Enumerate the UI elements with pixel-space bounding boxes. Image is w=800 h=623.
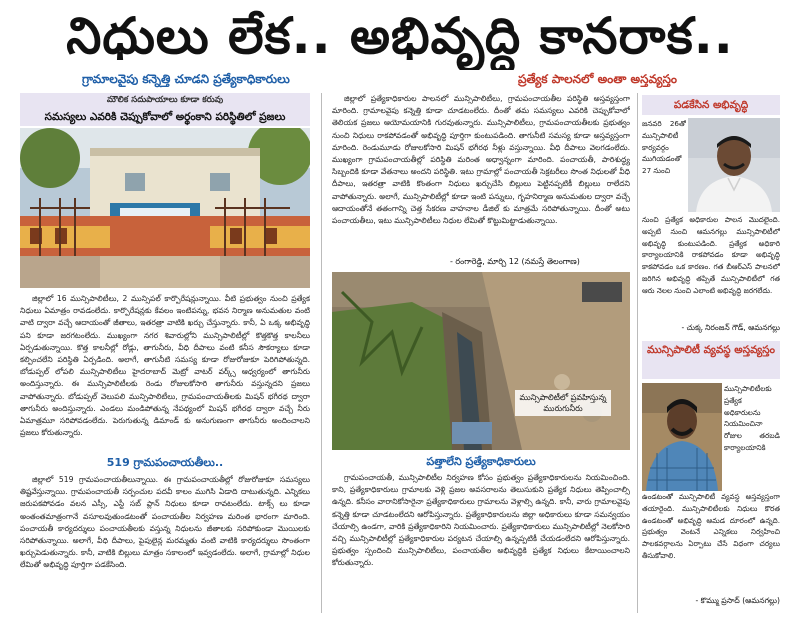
paragraph: జిల్లాలో ప్రత్యేకాధికారుల పాలనలో మున్సిపాలిటీలు, గ్రామపంచాయతీల పరిస్థితి అస్తవ్యస్తంగా మారింది. గ్రామాలవైపు కన్నెత్తి కూడా చూడటంలేదు. దీంతో తమ సమస్యలు ఎవరికి చెప్పుకోవాలో తెలియక ప్రజలు ఆయోమయానికి గురవుతున్నారు. మున్సిపాలిటీలు, గ్రామపంచాయతీలకు ప్రభుత్వం నుంచి నిధులు రాకపోవడంతో అభివృద్ధి పూర్తిగా కుంటుపడింది. తాగునీటి సమస్య కూడా అస్తవ్యస్తంగా మారింది. రెండుమూడు రోజులకోసారి మిషన్ భగీరథ నీళ్లు వస్తున్నాయి. వీధి దీపాలు వెలగడంలేదు. ముఖ్యంగా గ్రామపంచాయతీల్లో పరిస్థితి మరింత అధ్వాన్నంగా మారింది. పంచాయతీ, పారిశుద్ధ్య సిబ్బందికి కూడా వేతనాలు అందని పరిస్థితి. ఇటు గ్రామాల్లో పంచాయతీ సెక్రటరీలు సొంత నిధులతో వీధి దీపాలు, ఇతరత్రా వాటికి కొంతంగా నిధులు ఖర్చుచేసి బిల్లులు పెట్టినప్పటికీ బిల్లులు రాలేదని వాపోతున్నారు. అలాగే, మున్సిపాలిటీల్లో కూడా ఇంటి పన్నులు, గృహనిర్మాణ అనుమతుల ద్వారా వచ్చే ఆదాయంతోనే తతంగాన్ని చెత్త సేకరణ వాహనాల డీజిల్ కు మాత్రమే సరిపోతున్నాయి. దీంతో అటు పంచాయతీలు, ఇటు మున్సిపాలిటీలు నిధుల లేమితో కొట్టుమిట్టాడుతున్నాయి. [332, 94, 630, 226]
paragraph: జిల్లాలో 16 మున్సిపాలిటీలు, 2 మున్సిపల్ కార్పొరేషన్లున్నాయి. వీటి ప్రభుత్వం నుంచి ప్రత్యేక నిధులు ఏమాత్రం రావడంలేదు. కార్పొరేషన్లకు కేవలం ఇంటిపన్ను, భవన నిర్మాణ అనుమతుల వంటి వాటి ద్వారా వచ్చే ఆదాయంతో జీతాలు, ఇతరత్రా వాటికి ఖర్చు చేస్తున్నారు. కానీ, ఏ ఒక్క అభివృద్ధి పని కూడా జరగటంలేదు. ముఖ్యంగా నగర శివారుల్లోని మున్సిపాలిటీల్లో కొత్తకొత్త కాలనీలు ఏర్పడుతున్నాయి. కొత్త కాలనీల్లో రోడ్లు, తాగునీరు, వీధి దీపాలు వంటి కనీస సౌకర్యాలు కూడా కల్పించలేని పరిస్థితి ఏర్పడింది. అలాగే, తాగునీటి సమస్య కూడా రోజురోజుకూ పెరిగిపోతున్నది. బోడుప్పల్ లోపలి మున్సిపాలిటీలు హైదరాబాద్ మెట్రో వాటర్ వర్క్స్ ఆధ్వర్యంలో తాగునీరు అందిస్తున్నారు. ఈ మున్సిపాలిటీలకు రెండు రోజులకోసారి తాగునీరు వస్తున్నదని ప్రజలు వాపోతున్నారు. బోడుప్పల్ వెలుపలి మున్సిపాలిటీలు, గ్రామపంచాయతీలకు మిషన్ భగీరథ ద్వారా తాగునీరు అందిస్తున్నారు. ఎండలు మండిపోతున్న నేపథ్యంలో మిషన్ భగీరథ ద్వారా వచ్చే నీరు ఏమాత్రమూ సరిపోవడంలేదు. పెరుగుతున్న డిమాండ్ కు అనుగుణంగా తాగునీరు అందించాలని ప్రజలు కోరుతున్నారు. [20, 294, 310, 438]
article-body-left-2 [20, 474, 310, 609]
headline: నిధులు లేక.. అభివృద్ధి కానరాక.. [66, 7, 734, 65]
sidebar-2-byline: - కొమ్ము ప్రసాద్ (ఆమనగల్లు) [695, 596, 780, 605]
person-photo-1 [688, 118, 780, 212]
sidebar-2-heading: మున్సిపాలిటీ వ్యవస్థ అస్తవ్యస్తం [642, 341, 780, 379]
subhead-special-officers: పత్తాలేని ప్రత్యేకాధికారులు [426, 455, 536, 468]
column-divider [637, 93, 638, 613]
dateline: - రంగారెడ్డి, మార్చి 12 (నమస్తే తెలంగాణ) [450, 257, 580, 266]
kicker-main: సమస్యలు ఎవరికి చెప్పుకోవాలో అర్థంకాని పరిస్థితిలో ప్రజలు [20, 108, 310, 126]
person-photo-2 [642, 383, 722, 491]
paragraph: గ్రామపంచాయతీ, మున్సిపాలిటీల నిర్వహణ కోసం ప్రభుత్వం ప్రత్యేకాధికారులను నియమించింది. కాని, ప్రత్యేకాధికారులు గ్రామాలకు వెళ్లి ప్రజల అవసరాలను తెలుసుకుని ప్రత్యేక నిధులు తెప్పించాల్సి ఉన్నది. కనీసం వారానికోసారైనా ప్రత్యేకాధికారులు గ్రామాలను వెళ్లాల్సి ఉన్నది. కానీ, వారు గ్రామాలవైపు కన్నెత్తి కూడా చూడటంలేదని ఆరోపిస్తున్నారు. ప్రత్యేకాధికారులను జిల్లా అధికారులు కూడా సమన్వయం చేయాల్సి ఉండగా, వారికి ప్రత్యేకాధికారిని నియమించారు. ప్రత్యేకాధికారులు మున్సిపాలిటీల్లో నెలకోసారి వచ్చి మున్సిపాలిటీల్లో ప్రత్యేకాధికారుల పర్యటన చేయాల్సి ఉన్నప్పటికీ చేయడంలేదని ఆరోపిస్తున్నారు. ప్రభుత్వం స్పందించి మున్సిపాలిటీలు, పంచాయతీల అభివృద్ధికి ప్రత్యేక నిధులు కేటాయించాలని కోరుతున్నారు. [332, 473, 630, 568]
sidebar-2-text-a: మున్సిపాలిటీలకు ప్రత్యేక అధికారులను నియమించినా రోజుల తరబడి కార్యాలయానికి [724, 384, 780, 452]
kicker-top: మౌలిక సదుపాయాలు కూడా కరువు [20, 93, 310, 108]
sidebar-1-text-a: జనవరి 26తో మున్సిపాలిటీ కార్యవర్గం ముగియడంతో 27 నుంచి [642, 119, 686, 176]
sidebar-1-heading: పడకేసిన అభివృద్ధి [642, 95, 780, 115]
article-body-mid-1 [332, 93, 630, 261]
school-building-photo [20, 128, 310, 288]
sidebar-1-byline: - చుక్క నిరంజన్ గౌడ్, ఆమనగల్లు [681, 323, 780, 332]
subhead-gram-panchayats: 519 గ్రామపంచాయతీలు.. [106, 456, 224, 469]
article-body-left-1 [20, 293, 310, 450]
subhead-left: గ్రామాలవైపు కన్నెత్తి చూడని ప్రత్యేకాధికారులు [82, 72, 290, 86]
photo-caption: మున్సిపాలిటీలో ప్రవహిస్తున్న మురుగునీరు [515, 390, 611, 416]
paragraph: జిల్లాలో 519 గ్రామపంచాయతీలున్నాయి. ఈ గ్రామపంచాయతీల్లో రోజురోజుకూ సమస్యలు తిష్టవేస్తున్నాయి. గ్రామపంచాయతీ సర్పంచుల పదవీ కాలం ముగిసి ఏడాది దాటుతున్నది. ఎన్నికలు జరుపకపోవడం వలన ఎస్సీ, ఎస్టీ సబ్ ప్లాన్ నిధులు కూడా రావటంలేదు. టాక్స్ లు కూడా అంతంతమాత్రంగానే వసూలవుతుండటంతో పంచాయతీల నిర్వహణ మరింత భారంగా మారింది. పంచాయతీ కార్యదర్శులు పంచాయతీలకు వస్తున్న నిధులను జీతాలకు సరిపోకుండా మొయిలకు సరిపోతున్నాయి. అలాగే, వీధి దీపాలు, పైపులైన్ల మరమ్మతు వంటి వాటికి కార్యదర్శులు సొంతంగా ఖర్చుపెడుతున్నారు. కానీ, వాటికి బిల్లులు మాత్రం సకాలంలో ఇవ్వడంలేదు. అలాగే, గ్రామాల్లో నిధుల లేమితో అభివృద్ధి పూర్తిగా పడకేసింది. [20, 475, 310, 570]
article-body-mid-2 [332, 472, 630, 610]
sewage-drain-photo [332, 272, 630, 450]
sidebar-2-text-b: ఉండటంతో మున్సిపాలిటీ వ్యవస్థ అస్తవ్యస్తంగా తయారైంది. మున్సిపాలిటీలకు నిధులు కొరత ఉండటంతో అభివృద్ధి ఆమడ దూరంలో ఉన్నది. ప్రభుత్వం వెంటనే ఎన్నికలు నిర్వహించి పాలకవర్గాలను ఏర్పాటు చేసే విధంగా చర్యలు తీసుకోవాలి. [642, 492, 780, 560]
column-divider [321, 93, 322, 613]
subhead-right: ప్రత్యేక పాలనలో అంతా అస్తవ్యస్తం [518, 72, 677, 86]
sidebar-1-text-b: నుంచి ప్రత్యేక అధికారుల పాలన మొదలైంది. అప్పటి నుంచి ఆమనగల్లు మున్సిపాలిటీలో అభివృద్ధి కుంటుపడింది. ప్రత్యేక అధికారి కార్యాలయానికి రాకపోవడం కూడా అభివృద్ధి కాకపోవడం ఒక కారణం. గత బీఆర్ఎస్ పాలనలో జరిగిన అభివృద్ధి తప్పితే మున్సిపాలిటీలో గత ఆరు నెలల నుంచి ఎలాంటి అభివృద్ధి జరగలేదు. [642, 215, 780, 295]
